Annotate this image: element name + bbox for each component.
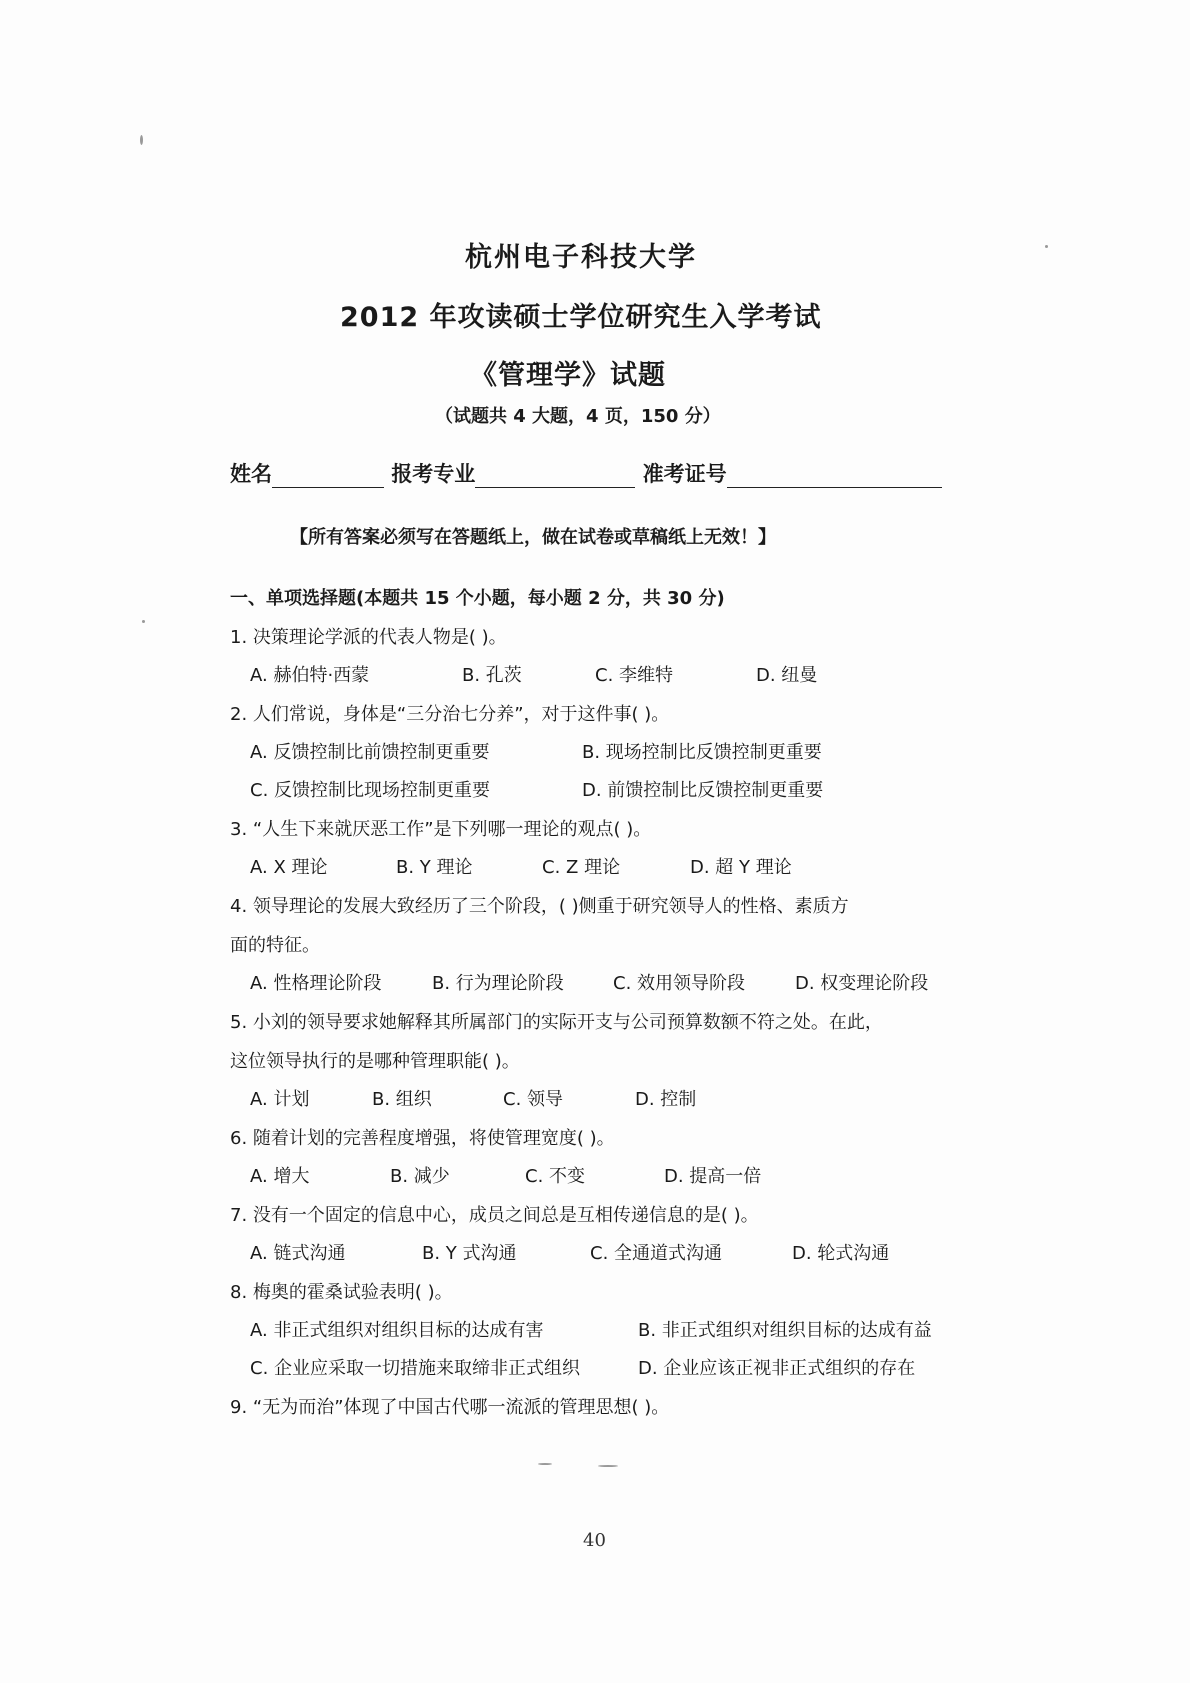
option: A. 计划 bbox=[250, 1089, 310, 1110]
id-label: 准考证号 bbox=[642, 462, 727, 486]
option: B. 现场控制比反馈控制更重要 bbox=[582, 742, 822, 763]
answer-notice: 【所有答案必须写在答题纸上，做在试卷或草稿纸上无效！】 bbox=[290, 527, 776, 548]
question-stem: 3. “人生下来就厌恶工作”是下列哪一理论的观点( )。 bbox=[230, 819, 652, 840]
option: A. X 理论 bbox=[250, 857, 328, 878]
option: B. 孔茨 bbox=[462, 665, 522, 686]
option: A. 非正式组织对组织目标的达成有害 bbox=[250, 1320, 544, 1341]
major-field[interactable] bbox=[475, 465, 635, 488]
question-stem: 6. 随着计划的完善程度增强，将使管理宽度( )。 bbox=[230, 1128, 615, 1149]
scan-mark bbox=[598, 1465, 618, 1467]
option: C. 反馈控制比现场控制更重要 bbox=[250, 780, 491, 801]
option: B. 行为理论阶段 bbox=[432, 973, 564, 994]
option: B. 组织 bbox=[372, 1089, 432, 1110]
option: D. 企业应该正视非正式组织的存在 bbox=[638, 1358, 916, 1379]
option: C. 全通道式沟通 bbox=[590, 1243, 723, 1264]
option: D. 权变理论阶段 bbox=[795, 973, 929, 994]
option: C. Z 理论 bbox=[542, 857, 621, 878]
option: D. 纽曼 bbox=[756, 665, 818, 686]
option: D. 超 Y 理论 bbox=[690, 857, 792, 878]
question-stem: 2. 人们常说，身体是“三分治七分养”，对于这件事( )。 bbox=[230, 704, 670, 725]
id-field[interactable] bbox=[727, 465, 942, 488]
option: B. 减少 bbox=[390, 1166, 450, 1187]
option: D. 轮式沟通 bbox=[792, 1243, 890, 1264]
scan-mark bbox=[140, 135, 143, 145]
name-label: 姓名 bbox=[230, 462, 272, 486]
option: A. 性格理论阶段 bbox=[250, 973, 382, 994]
candidate-fields bbox=[230, 458, 942, 488]
option: D. 提高一倍 bbox=[664, 1166, 762, 1187]
school-title: 杭州电子科技大学 bbox=[465, 242, 697, 273]
scan-mark bbox=[142, 620, 145, 623]
option: B. 非正式组织对组织目标的达成有益 bbox=[638, 1320, 932, 1341]
option: C. 领导 bbox=[503, 1089, 564, 1110]
question-stem: 4. 领导理论的发展大致经历了三个阶段，( )侧重于研究领导人的性格、素质方 bbox=[230, 896, 849, 917]
scan-mark bbox=[1045, 245, 1048, 248]
option: C. 不变 bbox=[525, 1166, 586, 1187]
option: A. 链式沟通 bbox=[250, 1243, 346, 1264]
question-stem-continued: 这位领导执行的是哪种管理职能( )。 bbox=[230, 1051, 520, 1072]
option: A. 反馈控制比前馈控制更重要 bbox=[250, 742, 490, 763]
option: A. 赫伯特·西蒙 bbox=[250, 665, 370, 686]
question-stem: 5. 小刘的领导要求她解释其所属部门的实际开支与公司预算数额不符之处。在此， bbox=[230, 1012, 883, 1033]
section-title: 一、单项选择题(本题共 15 个小题，每小题 2 分，共 30 分) bbox=[230, 588, 725, 609]
option: A. 增大 bbox=[250, 1166, 310, 1187]
option: C. 企业应采取一切措施来取缔非正式组织 bbox=[250, 1358, 581, 1379]
option: B. Y 理论 bbox=[396, 857, 473, 878]
option: D. 前馈控制比反馈控制更重要 bbox=[582, 780, 824, 801]
option: D. 控制 bbox=[635, 1089, 697, 1110]
option: C. 李维特 bbox=[595, 665, 674, 686]
name-field[interactable] bbox=[272, 465, 384, 488]
question-stem: 1. 决策理论学派的代表人物是( )。 bbox=[230, 627, 507, 648]
question-stem: 9. “无为而治”体现了中国古代哪一流派的管理思想( )。 bbox=[230, 1397, 670, 1418]
page-number: 40 bbox=[583, 1530, 606, 1551]
option: C. 效用领导阶段 bbox=[613, 973, 746, 994]
option: B. Y 式沟通 bbox=[422, 1243, 517, 1264]
question-stem: 7. 没有一个固定的信息中心，成员之间总是互相传递信息的是( )。 bbox=[230, 1205, 759, 1226]
major-label: 报考专业 bbox=[391, 462, 476, 486]
scan-mark bbox=[538, 1463, 552, 1465]
exam-info: （试题共 4 大题，4 页，150 分） bbox=[435, 406, 721, 427]
question-stem: 8. 梅奥的霍桑试验表明( )。 bbox=[230, 1282, 453, 1303]
subject-title: 《管理学》试题 bbox=[470, 360, 666, 391]
exam-title: 2012 年攻读硕士学位研究生入学考试 bbox=[340, 302, 822, 333]
question-stem-continued: 面的特征。 bbox=[230, 935, 320, 956]
